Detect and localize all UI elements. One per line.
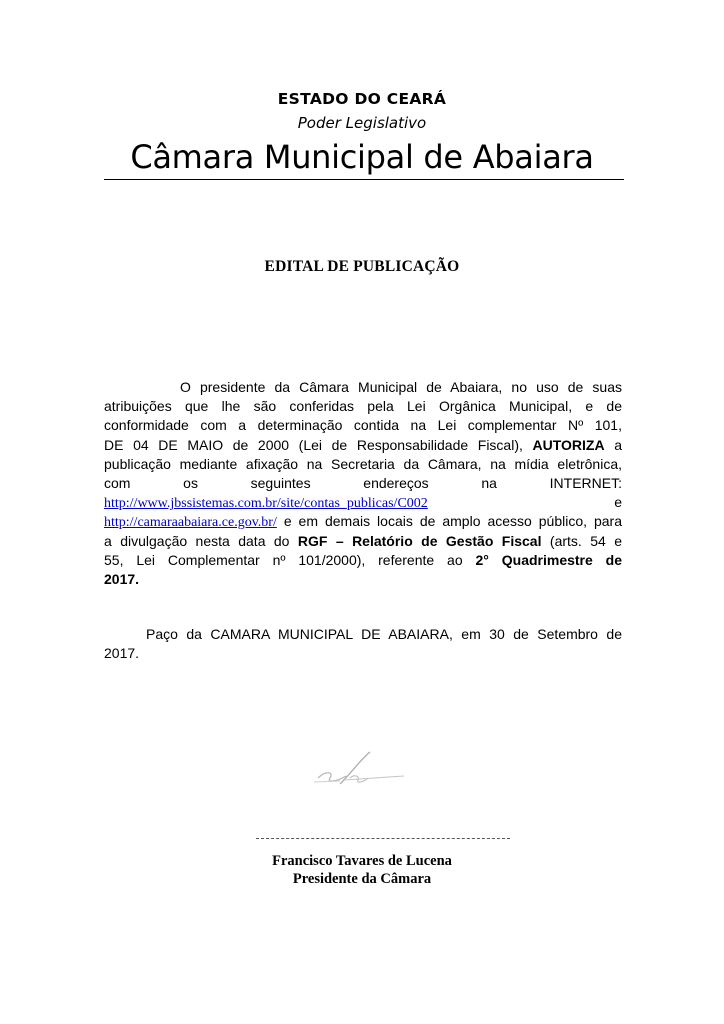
period-text: 2° Quadrimestre de — [475, 551, 622, 568]
camara-website-link[interactable]: http://camaraabaiara.ce.gov.br/ — [104, 515, 277, 531]
jbs-sistemas-link[interactable]: http://www.jbssistemas.com.br/site/contas_publicas/C002 — [104, 496, 428, 512]
signature-line — [256, 838, 510, 839]
article-text: a — [614, 436, 622, 453]
authorizes-text: AUTORIZA — [532, 436, 605, 453]
rgf-report-text: RGF – Relatório de Gestão Fiscal — [297, 532, 542, 549]
paragraph-line — [104, 436, 622, 455]
signatory-name: Francisco Tavares de Lucena — [272, 853, 452, 869]
paragraph-line — [104, 570, 622, 589]
paragraph-line: Paço da CAMARA MUNICIPAL DE ABAIARA, em 30 de Setembro de — [146, 626, 622, 642]
header-divider — [104, 179, 624, 180]
paragraph-line: com os seguintes endereços na INTERNET: — [104, 474, 622, 491]
conjunction-text: e — [614, 494, 622, 511]
chamber-name-heading: Câmara Municipal de Abaiara — [130, 138, 594, 176]
paragraph-line — [104, 512, 622, 531]
paragraph-line: conformidade com a determinação contida na Lei complementar Nº 101, — [104, 417, 622, 434]
law-reference-text: DE 04 DE MAIO de 2000 (Lei de Responsabilidade Fiscal), — [104, 436, 523, 453]
date-paragraph — [104, 625, 622, 663]
paragraph-line: O presidente da Câmara Municipal de Abaiara, no uso de suas — [180, 379, 622, 395]
disclosure-text: a divulgação nesta data do — [104, 532, 290, 549]
paragraph-line — [104, 493, 622, 512]
articles-text: (arts. 54 e — [549, 532, 623, 549]
complementary-law-text: 55, Lei Complementar nº 101/2000), referente ao — [104, 551, 463, 568]
paragraph-line — [104, 551, 622, 570]
paragraph-line — [104, 532, 622, 551]
state-heading: ESTADO DO CEARÁ — [277, 90, 447, 108]
legislative-power-heading: Poder Legislativo — [297, 114, 427, 132]
signatory-block — [0, 852, 724, 888]
paragraph-line: publicação mediante afixação na Secretaria da Câmara, na mídia eletrônica, — [104, 455, 622, 472]
document-title: EDITAL DE PUBLICAÇÃO — [264, 258, 460, 275]
other-locations-text: e em demais locais de amplo acesso público, para — [283, 513, 622, 530]
main-paragraph — [104, 378, 622, 589]
paragraph-line: atribuições que lhe são conferidas pela Lei Orgânica Municipal, e de — [104, 398, 622, 415]
year-text: 2017. — [104, 570, 140, 587]
handwritten-signature — [300, 748, 410, 792]
signatory-role: Presidente da Câmara — [292, 871, 432, 887]
paragraph-line: 2017. — [104, 645, 140, 662]
